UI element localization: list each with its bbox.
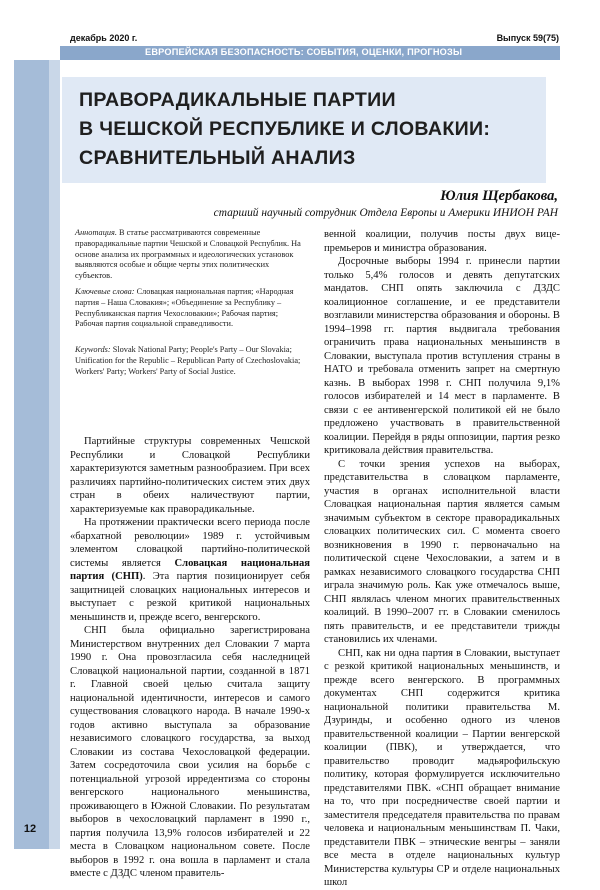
keywords-en-text: Slovak National Party; People's Party – Our Slovakia; Unification for the Republic – Republican Party of Czechoslovakia; Workers' Party; Workers' Party of Social Justice.	[75, 345, 301, 376]
abstract-label: Аннотация.	[75, 228, 117, 237]
abstract	[75, 228, 308, 282]
article-title-line-1: ПРАВОРАДИКАЛЬНЫЕ ПАРТИИ	[79, 89, 396, 111]
issue-date: декабрь 2020 г.	[70, 33, 138, 43]
left-decorative-strip	[49, 60, 60, 849]
paragraph: СНП была официально зарегистрирована Министерством внутренних дел Словакии 7 марта 1990 г. Она провозгласила себя наследницей Словацкой национальной партии, созданной в 1871 г. Главной своей целью считала защиту национальной идентичности, интересов и самого существования словацкого народа. В начале 1990-х годов активно выступала за образование независимого словацкого государства, за выход Словакии из состава Чехословацкой федерации. Затем сосредоточила свои усилия на борьбе с потенциальной угрозой ирредентизма со стороны венгерского национального меньшинства, проживающего в Южной Словакии. По результатам выборов в чехословацкий парламент в 1990 г., партия получила 13,9% голосов избирателей и 22 места в Словацком национальном совете. После выборов в 1992 г. она вошла в парламент и стала вместе с ДЗДС членом правитель-	[70, 625, 310, 879]
article-title-box	[62, 77, 546, 183]
issue-number: Выпуск 59(75)	[496, 33, 559, 43]
page-number: 12	[23, 823, 37, 835]
keywords-en-label: Keywords:	[75, 345, 111, 354]
keywords-en	[75, 345, 308, 377]
paragraph: На протяжении практически всего периода после «бархатной революции» 1989 г. устойчивым элементом словацкой партийно-политической системы является Словацкая национальная партия (СНП). Эта партия позиционирует себя защитницей словацких национальных интересов и выступает с резкой критикой национальных меньшинств и, прежде всего, венгерского.	[70, 517, 310, 623]
article-title-line-3: СРАВНИТЕЛЬНЫЙ АНАЛИЗ	[79, 147, 356, 169]
party-name-bold: Словацкая национальная партия (СНП)	[70, 557, 310, 582]
section-title: ЕВРОПЕЙСКАЯ БЕЗОПАСНОСТЬ: СОБЫТИЯ, ОЦЕНКИ, ПРОГНОЗЫ	[145, 47, 463, 57]
paragraph: Партийные структуры современных Чешской Республики и Словацкой Республики характеризуются заметным разнообразием. При всех различиях партийно-политических систем этих двух стран в обеих наличествуют партии, характеризуемые как праворадикальные.	[70, 436, 310, 515]
paragraph: С точки зрения успехов на выборах, представительства в словацком парламенте, участия в органах исполнительной власти Словацкая национальная партия является самым значимым субъектом в секторе праворадикальных словацких политических сил. С момента своего возникновения в 1990 г. первоначально на политической сцене Чехословакии, а затем и в рамках независимого словацкого государства СНП играла значимую роль. Как уже отмечалось выше, СНП являлась членом многих правительственных коалиций. В 1990–2007 гг. в Словакии сменилось пять правительств, и ее представители трижды становились их членами.	[324, 458, 560, 645]
author-affiliation: старший научный сотрудник Отдела Европы и Америки ИНИОН РАН	[213, 207, 558, 219]
paragraph: Досрочные выборы 1994 г. принесли партии только 5,4% голосов и девять депутатских мандатов. СНП опять заключила с ДЗДС коалиционное соглашение, и ее представители возглавили министерства образования и обороны. В 1994–1998 гг. партия выдвигала требования ограничить права национальных меньшинств в Словакии, выступала против вступления страны в НАТО и требовала отменить запрет на смертную казнь. В выборах 1998 г. СНП получила 9,1% голосов избирателей и 14 мест в парламенте. В связи с ее антивенгерской политикой ей не было предложено участвовать в правительственной коалиции. Перейдя в ряды оппозиции, партия резко критиковала действия правительства.	[324, 256, 560, 456]
keywords-ru-text: Словацкая национальная партия; «Народная партия – Наша Словакия»; «Объединение за Республику – Республиканская партия Чехословакии»; Рабочая партия; Рабочая партия социальной справедливости.	[75, 287, 294, 329]
article-title-line-2: В ЧЕШСКОЙ РЕСПУБЛИКЕ И СЛОВАКИИ:	[79, 118, 491, 140]
keywords-ru	[75, 287, 308, 330]
paragraph: СНП, как ни одна партия в Словакии, выступает с резкой критикой национальных меньшинств, и прежде всего венгерского. В программных документах СНП содержится критика национальной политики правительства М. Дзуринды, и особенно одного из членов правительственной коалиции – Партии венгерской коалиции (ПВК), и утверждается, что правительство проводит мадьярофильскую политику, которая формулируется исключительно представителями ПВК. «СНП обращает внимание на то, что при посредничестве своей партии и заместителя председателя правительства по правам человека и национальным меньшинствам П. Чаки, представители ПВК – этнические венгры – заняли все места в отделе национальных культур Министерства культуры СР и отделе национальных школ	[324, 647, 560, 888]
section-band	[60, 46, 560, 60]
paragraph: венной коалиции, получив посты двух вице-премьеров и министра образования.	[324, 229, 560, 254]
abstract-text: В статье рассматриваются современные праворадикальные партии Чешской и Словацкой Республик. На основе анализа их программных и идеологических установок выявляются особые и общие черты этих политических субъектов.	[75, 228, 301, 281]
keywords-ru-label: Ключевые слова:	[75, 287, 135, 296]
author-name: Юлия Щербакова,	[440, 188, 558, 204]
left-text-column	[70, 435, 310, 881]
right-text-column	[324, 228, 560, 890]
